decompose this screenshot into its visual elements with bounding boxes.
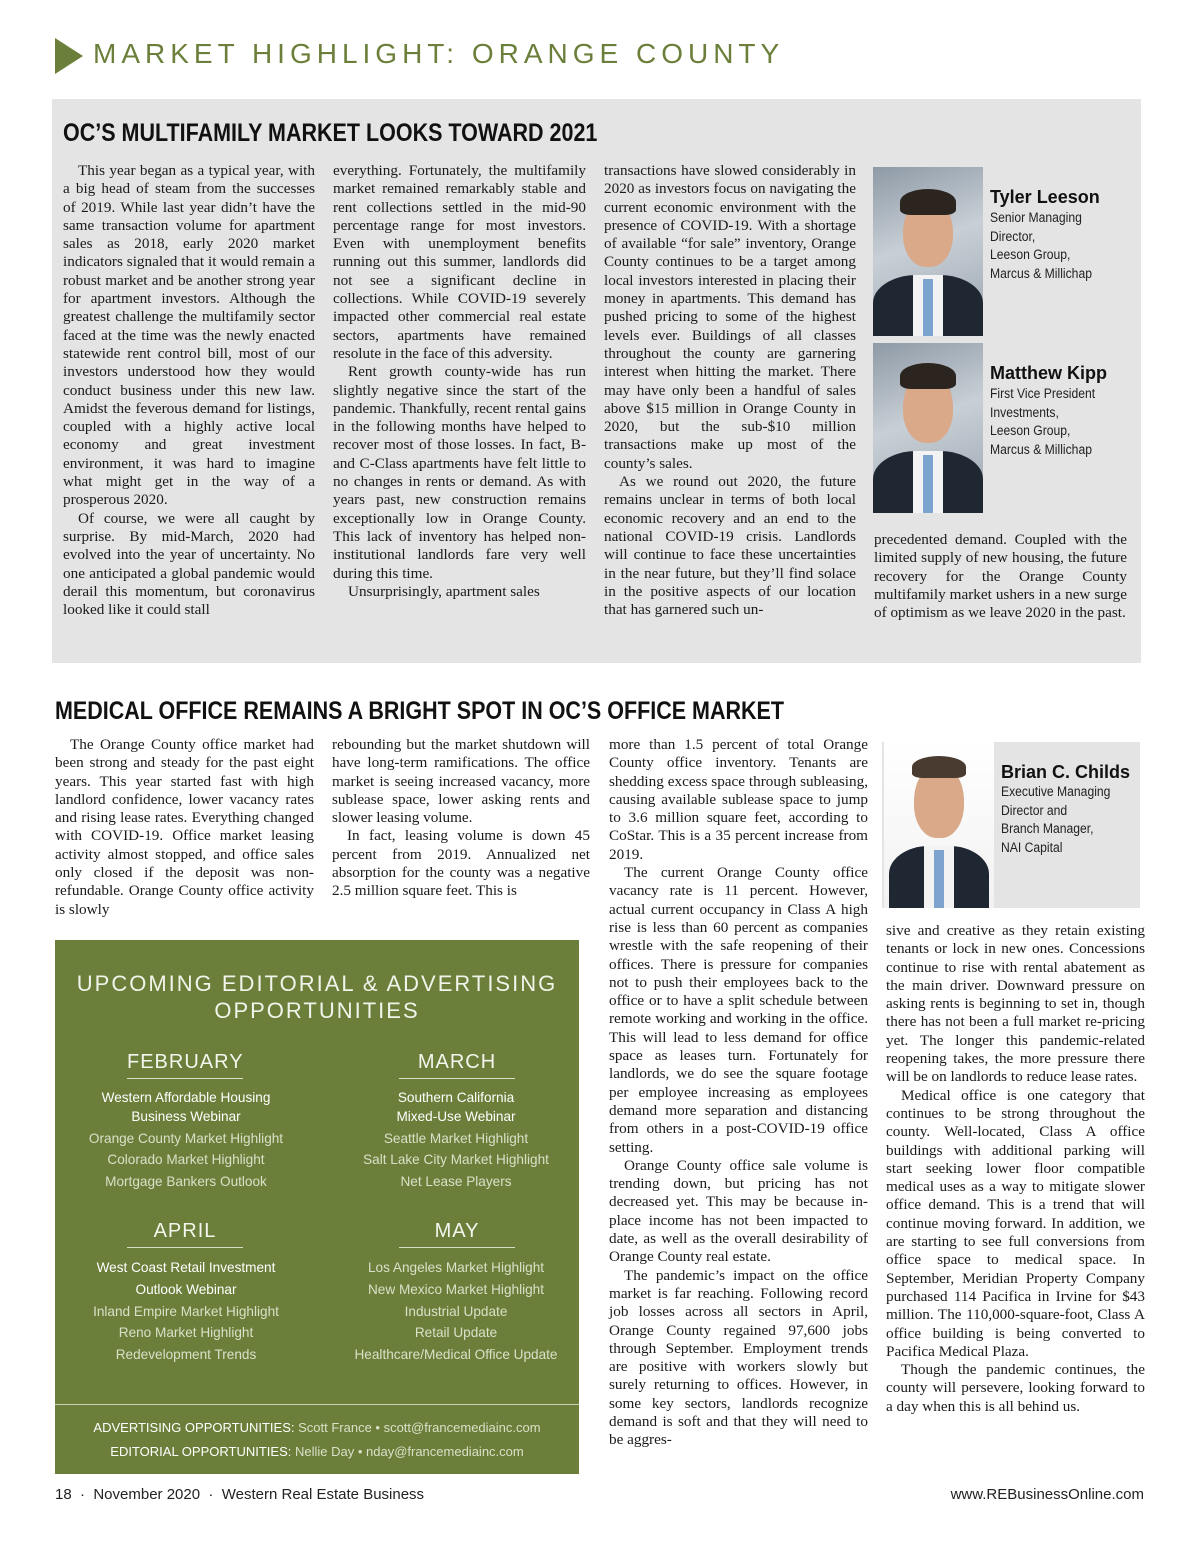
medical-column-2 [332,736,590,901]
page-footer-url[interactable]: www.REBusinessOnline.com [950,1486,1144,1503]
multifamily-column-1 [63,162,315,619]
multifamily-column-4 [874,531,1127,622]
paragraph: This year began as a typical year, with a big head of steam from the successes of 2019. While last year didn’t have the same transaction volume for apartment sales as 2018, early 2020 market indicators signaled that it would remain a robust market and be another strong year for apartment investors. Although the greatest challenge the multifamily sector faced at the time was the newly enacted statewide rent control bill, most of our investors understood how they would conduct business under this new law. Amidst the feverous demand for listings, coupled with a highly active local economy and great investment environment, it was hard to imagine what might get in the way of a prosperous 2020. [63,162,315,509]
author-title: Executive Managing Director and Branch Manager, NAI Capital [1001,784,1111,855]
author-title: First Vice President Investments, Leeson Group, Marcus & Millichap [990,386,1096,457]
paragraph: sive and creative as they retain existing tenants or lock in new ones. Concessions continue to rise with rental abatement as the main driver. Downward pressure on asking rents is beginning to set in, though there has not been a full market re-pricing yet. The longer this pandemic-related reopening takes, the more pressure there will be on landlords to reduce lease rates. [886,922,1145,1086]
multifamily-column-3 [604,162,856,619]
paragraph: As we round out 2020, the future remains unclear in terms of both local economic recovery and an end to the national COVID-19 crisis. Landlords will continue to face these uncertainties in the near future, but they’ll find solace in the positive aspects of our location that has garnered such un- [604,473,856,619]
author-photo-matthew-kipp [873,343,983,513]
paragraph: The current Orange County office vacancy rate is 11 percent. However, actual current occupancy in Class A high rise is less than 60 percent as companies wrestle with the safe reopening of their offices. There is pressure for companies not to push their employees back to the office or to have a split schedule between remote working and working in the office. This will lead to less demand for office space as leases turn. Fortunately for landlords, we do see the square footage per employee increasing as employees demand more separation and distancing from others in a post-COVID-19 office setting. [609,864,868,1156]
promo-title: OPPORTUNITIES [214,998,420,1023]
medical-office-headline: MEDICAL OFFICE REMAINS A BRIGHT SPOT IN OC’S OFFICE MARKET [55,697,785,725]
month-list-april: West Coast Retail Investment Outlook Webinar Inland Empire Market Highlight Reno Market Highlight Redevelopment Trends [93,1260,279,1363]
editorial-opportunities-box [55,940,579,1474]
section-title: MARKET HIGHLIGHT: ORANGE COUNTY [93,38,785,69]
author-photo-brian-childs [884,742,994,908]
month-heading-may: MAY [399,1220,515,1248]
promo-title: UPCOMING EDITORIAL & ADVERTISING [76,971,558,996]
author-name: Matthew Kipp [990,363,1107,383]
paragraph: Unsurprisingly, apartment sales [348,582,540,600]
month-list-february: Western Affordable Housing Business Webinar Orange County Market Highlight Colorado Market Highlight Mortgage Bankers Outlook [88,1090,284,1190]
paragraph: rebounding but the market shutdown will have long-term ramifications. The office market is seeing increased vacancy, more sublease space, lower asking rents and slower leasing volume. [332,736,590,827]
paragraph: Of course, we were all caught by surprise. By mid-March, 2020 had evolved into the year of uncertainty. No one anticipated a global pandemic would derail this momentum, but coronavirus looked like it could stall [63,509,315,619]
paragraph: In fact, leasing volume is down 45 percent from 2019. Annualized net absorption for the county was a negative 2.5 million square feet. This is [332,827,590,900]
paragraph: Though the pandemic continues, the county will persevere, looking forward to a day when this is all behind us. [886,1361,1145,1415]
paragraph: transactions have slowed considerably in 2020 as investors focus on navigating the current economic environment with the presence of COVID-19. With a shortage of available “for sale” inventory, Orange County continues to be a target among local investors interested in placing their money in apartments. This demand has pushed pricing to some of the highest levels ever. Buildings of all classes throughout the county are garnering interest when hitting the market. There may have only been a handful of sales above $15 million in Orange County in 2020, but the sub-$10 million transactions make up most of the county’s sales. [604,162,856,472]
month-list-may: Los Angeles Market Highlight New Mexico Market Highlight Industrial Update Retail Update Healthcare/Medical Office Update [354,1260,558,1363]
paragraph: Rent growth county-wide has run slightly negative since the start of the pandemic. Thankfully, recent rental gains in the following months have helped to recover most of those losses. In fact, B- and C-Class apartments have felt little to no changes in rents or demand. As with years past, new construction remains exceptionally low in Orange County. This lack of inventory has helped non-institutional landlords fare very well during this time. [333,363,586,582]
medical-column-4 [886,922,1145,1416]
author-name: Tyler Leeson [990,187,1100,207]
author-name: Brian C. Childs [1001,762,1131,782]
medical-column-1 [55,736,314,919]
paragraph: Medical office is one category that continues to be strong throughout the county. Well-located, Class A office buildings with additional parking will start seeking lower floor compatible medical uses as a way to mitigate slower office demand. This is a trend that will continue moving forward. In addition, we are starting to see full conversions from office space to medical space. In September, Meridian Property Company purchased 114 Pacifica in Irvine for $43 million. The 110,000-square-foot, Class A office building is being converted to Pacifica Medical Plaza. [886,1086,1145,1360]
promo-divider [55,1404,579,1405]
medical-column-3 [609,736,868,1450]
paragraph: everything. Fortunately, the multifamily market remained remarkably stable and rent collections settled in the mid-90 percentage range for most investors. Even with unemployment benefits running out this summer, landlords did not see a significant decline in collections. While COVID-19 severely impacted other commercial real estate sectors, apartments have remained resolute in the face of this adversity. [333,162,586,362]
paragraph: Orange County office sale volume is trending down, but pricing has not decreased yet. This may be because in-place income has not been impacted to date, as well as the overall desirability of Orange County real estate. [609,1156,868,1266]
paragraph: more than 1.5 percent of total Orange County office inventory. Tenants are shedding excess space through subleasing, causing available sublease space to jump to 3.6 million square feet, according to CoStar. This is a 35 percent increase from 2019. [609,736,868,863]
page-footer-left: 18 · November 2020 · Western Real Estate Business [55,1486,425,1503]
paragraph: precedented demand. Coupled with the limited supply of new housing, the future recovery for the Orange County multifamily market ushers in a new surge of optimism as we leave 2020 in the past. [874,531,1127,622]
section-arrow-icon [55,38,83,74]
advertising-contact: ADVERTISING OPPORTUNITIES: Scott France • scott@francemediainc.com [93,1420,541,1435]
editorial-contact: EDITORIAL OPPORTUNITIES: Nellie Day • nday@francemediainc.com [110,1444,524,1459]
author-photo-tyler-leeson [873,167,983,336]
paragraph: The Orange County office market had been strong and steady for the past eight years. This year started fast with high landlord confidence, lower vacancy rates and rising lease rates. Everything changed with COVID-19. Office market leasing activity almost stopped, and office sales only closed if the deposit was non-refundable. Orange County office activity is slowly [55,736,314,918]
multifamily-column-2 [333,162,586,601]
month-heading-april: APRIL [127,1220,243,1248]
paragraph: The pandemic’s impact on the office market is far reaching. Following record job losses across all sectors in April, Orange County regained 97,600 jobs through September. Employment trends are positive with workers slowly but surely returning to offices. However, in some key sectors, landlords recognize demand is soft and that they will need to be aggres- [609,1266,868,1449]
author-title: Senior Managing Director, Leeson Group, Marcus & Millichap [990,210,1092,281]
month-heading-february: FEBRUARY [127,1051,243,1079]
month-heading-march: MARCH [399,1051,515,1079]
month-list-march: Southern California Mixed-Use Webinar Seattle Market Highlight Salt Lake City Market Highlight Net Lease Players [363,1090,549,1190]
multifamily-headline: OC’S MULTIFAMILY MARKET LOOKS TOWARD 2021 [63,119,598,147]
